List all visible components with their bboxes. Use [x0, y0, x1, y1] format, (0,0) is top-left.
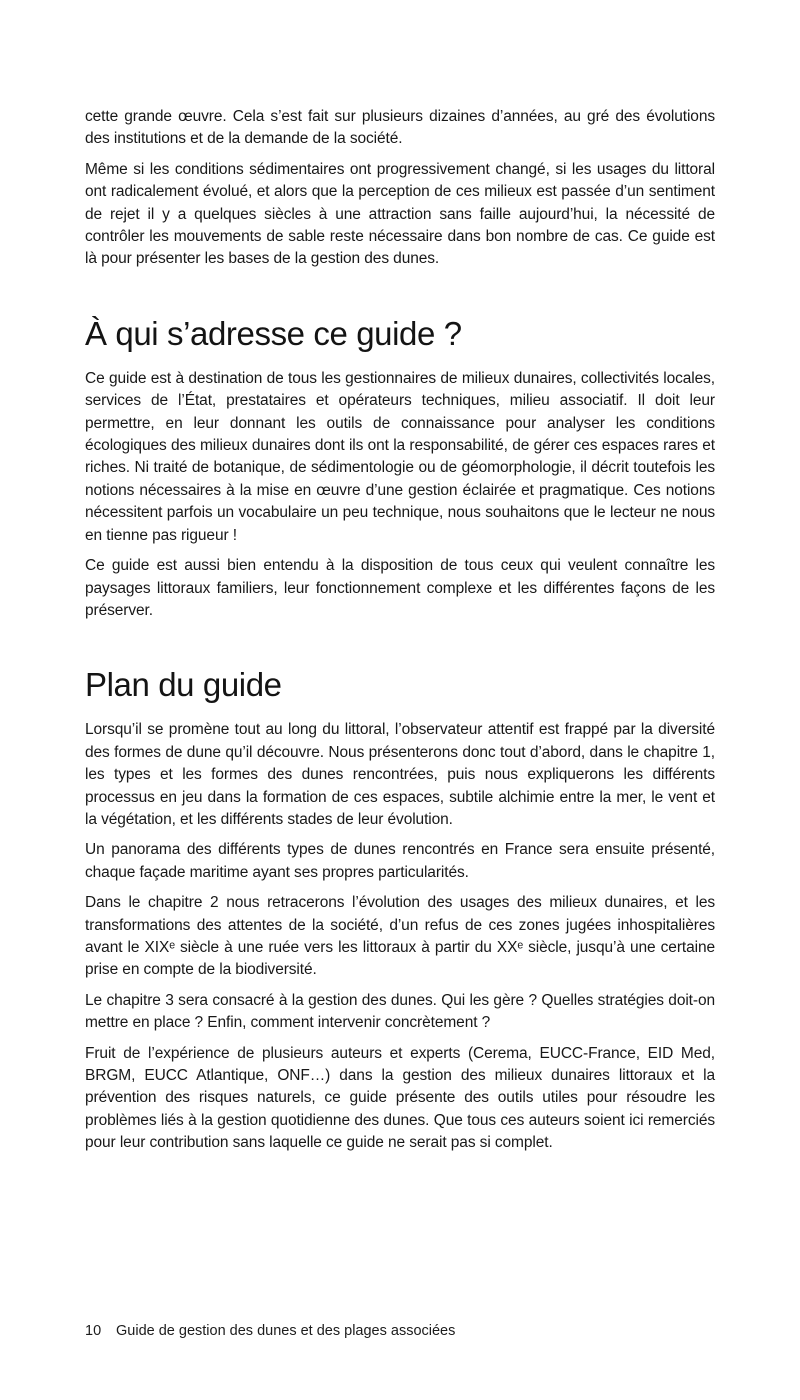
intro-paragraph: cette grande œuvre. Cela s’est fait sur plusieurs dizaines d’années, au gré des évolutions des institutions et de la demande de la société.	[85, 108, 715, 148]
section-paragraph: Lorsqu’il se promène tout au long du littoral, l’observateur attentif est frappé par la diversité des formes de dune qu’il découvre. Nous présenterons donc tout d’abord, dans le chapitre 1, les types et les formes des dunes rencontrées, puis nous expliquerons les différents processus en jeu dans la formation de ces espaces, subtile alchimie entre la mer, le vent et la végétation, et les différents stades de leur évolution.	[85, 721, 715, 828]
section-paragraph: Ce guide est aussi bien entendu à la disposition de tous ceux qui veulent connaître les paysages littoraux familiers, leur fonctionnement complexe et les différentes façons de les préserver.	[85, 557, 715, 619]
section-heading-a-qui-sadresse-ce-guide: À qui s’adresse ce guide ?	[85, 314, 462, 352]
section-paragraph: Fruit de l’expérience de plusieurs auteurs et experts (Cerema, EUCC-France, EID Med, BRGM, EUCC Atlantique, ONF…) dans la gestion des milieux dunaires littoraux et la prévention des risques naturels, ce guide présente des outils utiles pour résoudre les problèmes liés à la gestion quotidienne des dunes. Que tous ces auteurs soient ici remerciés pour leur contribution sans laquelle ce guide ne serait pas si complet.	[85, 1044, 715, 1152]
section-paragraph: Le chapitre 3 sera consacré à la gestion des dunes. Qui les gère ? Quelles stratégies doit-on mettre en place ? Enfin, comment intervenir concrètement ?	[85, 991, 715, 1032]
page-footer	[85, 1323, 455, 1339]
section-paragraph: Un panorama des différents types de dunes rencontrés en France sera ensuite présenté, chaque façade maritime ayant ses propres particularités.	[85, 841, 715, 881]
section-paragraph: Dans le chapitre 2 nous retracerons l’évolution des usages des milieux dunaires, et les transformations des attentes de la société, d’un refus de ces zones jugées inhospitalières avant le XIXᵉ siècle à une ruée vers les littoraux à partir du XXᵉ siècle, jusqu’à une certaine prise en compte de la biodiversité.	[85, 894, 715, 979]
page-content	[85, 0, 715, 1163]
section-paragraph: Ce guide est à destination de tous les gestionnaires de milieux dunaires, collectivités locales, services de l’État, prestataires et opérateurs techniques, milieu associatif. Il doit leur permettre, en leur donnant les outils de connaissance pour analyser les conditions écologiques des milieux dunaires dont ils ont la responsabilité, de gérer ces espaces rares et riches. Ni traité de botanique, de sédimentologie ou de géomorphologie, il décrit toutefois les notions nécessaires à la mise en œuvre d’une gestion éclairée et pragmatique. Ces notions nécessitent parfois un vocabulaire un peu technique, nous souhaitons que le lecteur ne nous en tienne pas rigueur !	[85, 369, 715, 544]
intro-paragraph: Même si les conditions sédimentaires ont progressivement changé, si les usages du littoral ont radicalement évolué, et alors que la perception de ces milieux est passée d’un sentiment de rejet il y a quelques siècles à une attraction sans faille aujourd’hui, la nécessité de contrôler les mouvements de sable reste nécessaire dans bon nombre de cas. Ce guide est là pour présenter les bases de la gestion des dunes.	[85, 160, 715, 268]
page-number: 10	[85, 1323, 102, 1339]
footer-book-title: Guide de gestion des dunes et des plages associées	[116, 1323, 456, 1339]
section-heading-plan-du-guide: Plan du guide	[85, 666, 282, 704]
